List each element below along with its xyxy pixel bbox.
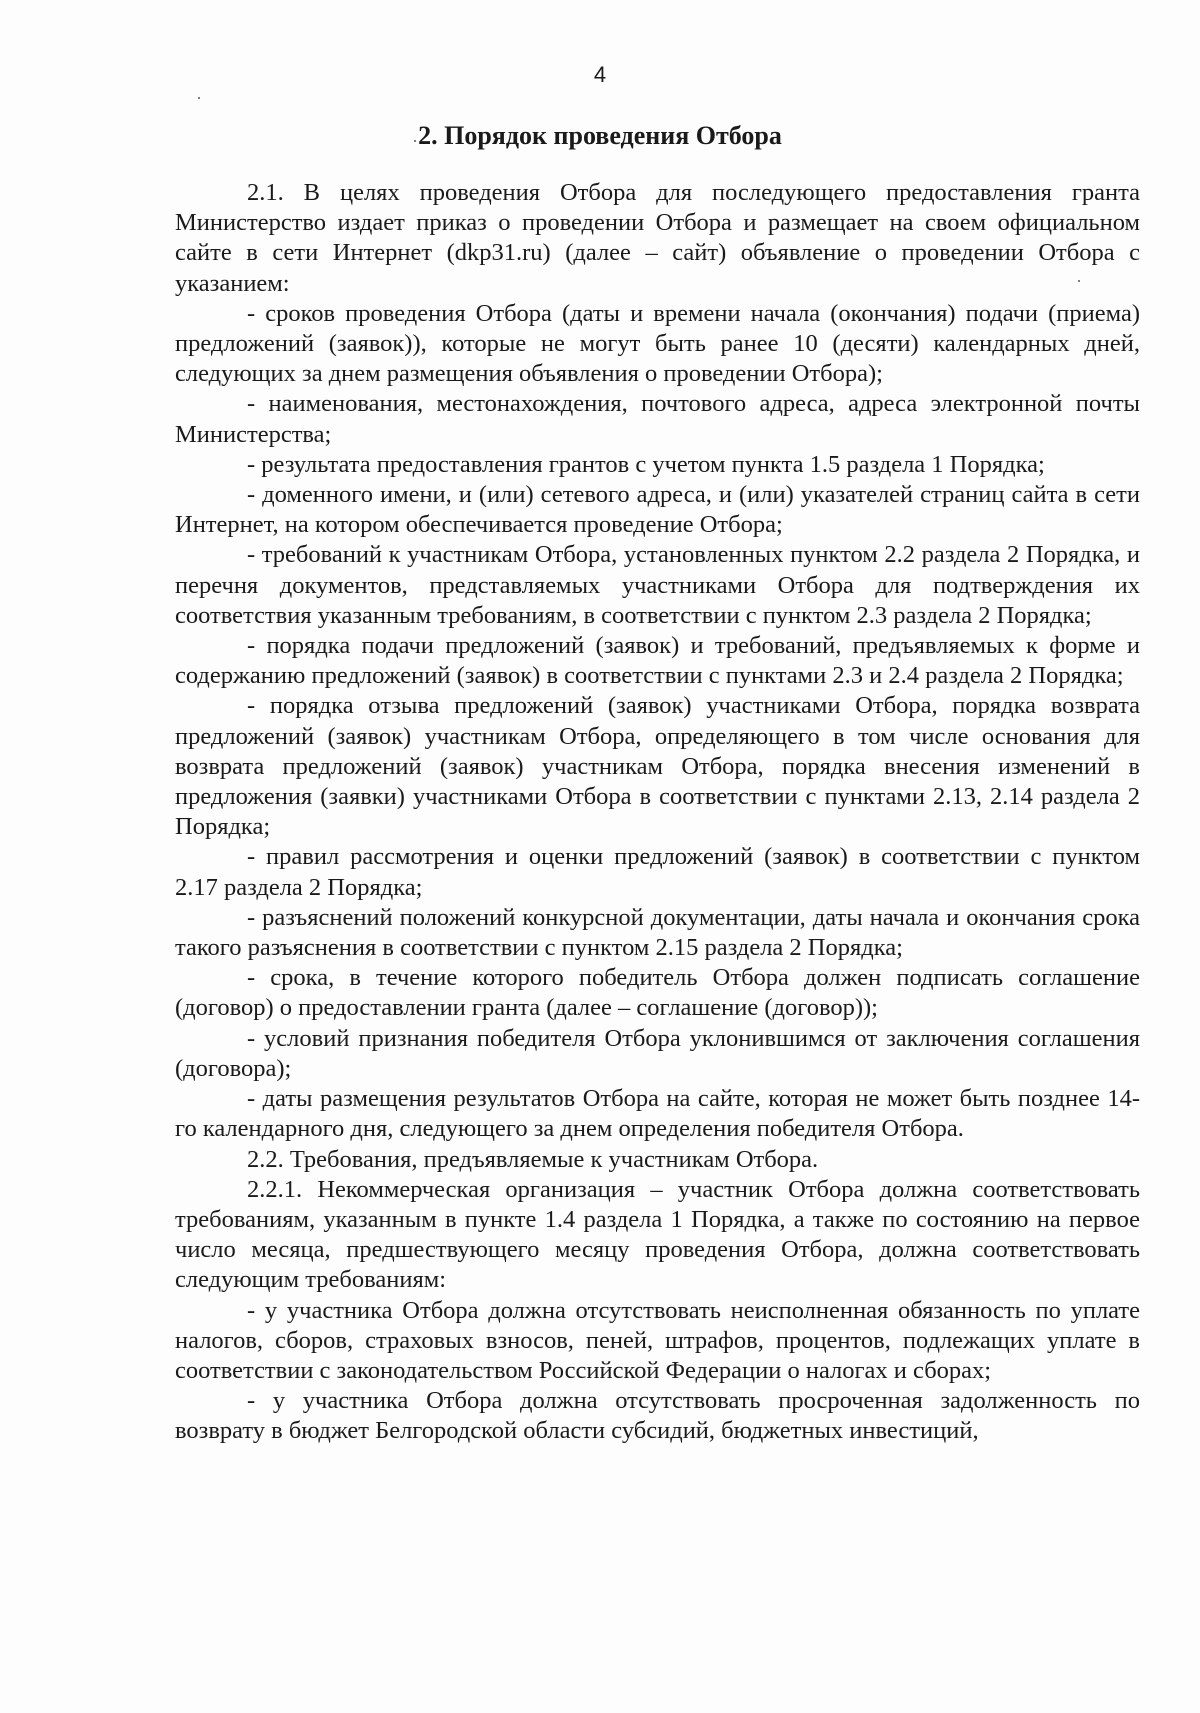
list-item-participant-requirements: - требований к участникам Отбора, установленных пунктом 2.2 раздела 2 Порядка, и перечня документов, представляемых участниками Отбора для подтверждения их соответствия указанным требованиям, в соответствии с пунктом 2.3 раздела 2 Порядка; [175, 541, 1140, 629]
list-item-tax-obligations: - у участника Отбора должна отсутствовать неисполненная обязанность по уплате налогов, сборов, страховых взносов, пеней, штрафов, процентов, подлежащих уплате в соответствии с законодательством Российской Федерации о налогах и сборах; [175, 1296, 1140, 1384]
paragraph-2-2: 2.2. Требования, предъявляемые к участникам Отбора. [247, 1145, 819, 1173]
list-item-results-date: - даты размещения результатов Отбора на сайте, которая не может быть позднее 14-го календарного дня, следующего за днем определения победителя Отбора. [175, 1085, 1140, 1143]
page-number: 4 [593, 62, 607, 87]
list-item-clarifications: - разъяснений положений конкурсной документации, даты начала и окончания срока такого разъяснения в соответствии с пунктом 2.15 раздела 2 Порядка; [175, 903, 1140, 962]
list-item-signing-deadline: - срока, в течение которого победитель Отбора должен подписать соглашение (договор) о предоставлении гранта (далее – соглашение (договор)); [175, 964, 1140, 1022]
list-item-withdrawal-procedure: - порядка отзыва предложений (заявок) участниками Отбора, порядка возврата предложений (заявок) участникам Отбора, определяющего в том числе основания для возврата предложений (заявок) участникам Отбора, порядка внесения изменений в предложения (заявки) участниками Отбора в соответствии с пунктами 2.13, 2.14 раздела 2 Порядка; [175, 692, 1140, 841]
list-item-application-procedure: - порядка подачи предложений (заявок) и требований, предъявляемых к форме и содержанию предложений (заявок) в соответствии с пунктами 2.3 и 2.4 раздела 2 Порядка; [175, 632, 1140, 690]
scan-speck [414, 140, 416, 142]
list-item-deadlines: - сроков проведения Отбора (даты и времени начала (окончания) подачи (приема) предложений (заявок)), которые не могут быть ранее 10 (десяти) календарных дней, следующих за днем размещения объявления о проведении Отбора); [175, 299, 1140, 388]
list-item-review-rules: - правил рассмотрения и оценки предложений (заявок) в соответствии с пунктом 2.17 раздела 2 Порядка; [175, 843, 1140, 901]
list-item-grant-result: - результата предоставления грантов с учетом пункта 1.5 раздела 1 Порядка; [247, 450, 1045, 478]
list-item-ministry-contacts: - наименования, местонахождения, почтового адреса, адреса электронной почты Министерства; [175, 390, 1140, 448]
list-item-evasion-conditions: - условий признания победителя Отбора уклонившимся от заключения соглашения (договора); [175, 1024, 1140, 1082]
scan-speck [1078, 280, 1080, 282]
list-item-domain-name: - доменного имени, и (или) сетевого адреса, и (или) указателей страниц сайта в сети Интернет, на котором обеспечивается проведение Отбора; [175, 481, 1140, 539]
section-title: 2. Порядок проведения Отбора [418, 121, 782, 150]
scan-speck [198, 97, 200, 99]
paragraph-2-2-1: 2.2.1. Некоммерческая организация – участник Отбора должна соответствовать требованиям, указанным в пункте 1.4 раздела 1 Порядка, а также по состоянию на первое число месяца, предшествующего месяцу проведения Отбора, должна соответствовать следующим требованиям: [175, 1175, 1140, 1294]
list-item-overdue-debt: - у участника Отбора должна отсутствовать просроченная задолженность по возврату в бюджет Белгородской области субсидий, бюджетных инвестиций, [175, 1387, 1140, 1445]
document-body [175, 178, 1140, 1447]
paragraph-2-1: 2.1. В целях проведения Отбора для последующего предоставления гранта Министерство издает приказ о проведении Отбора и размещает на своем официальном сайте в сети Интернет (dkp31.ru) (далее – сайт) объявление о проведении Отбора с указанием: [175, 179, 1140, 297]
